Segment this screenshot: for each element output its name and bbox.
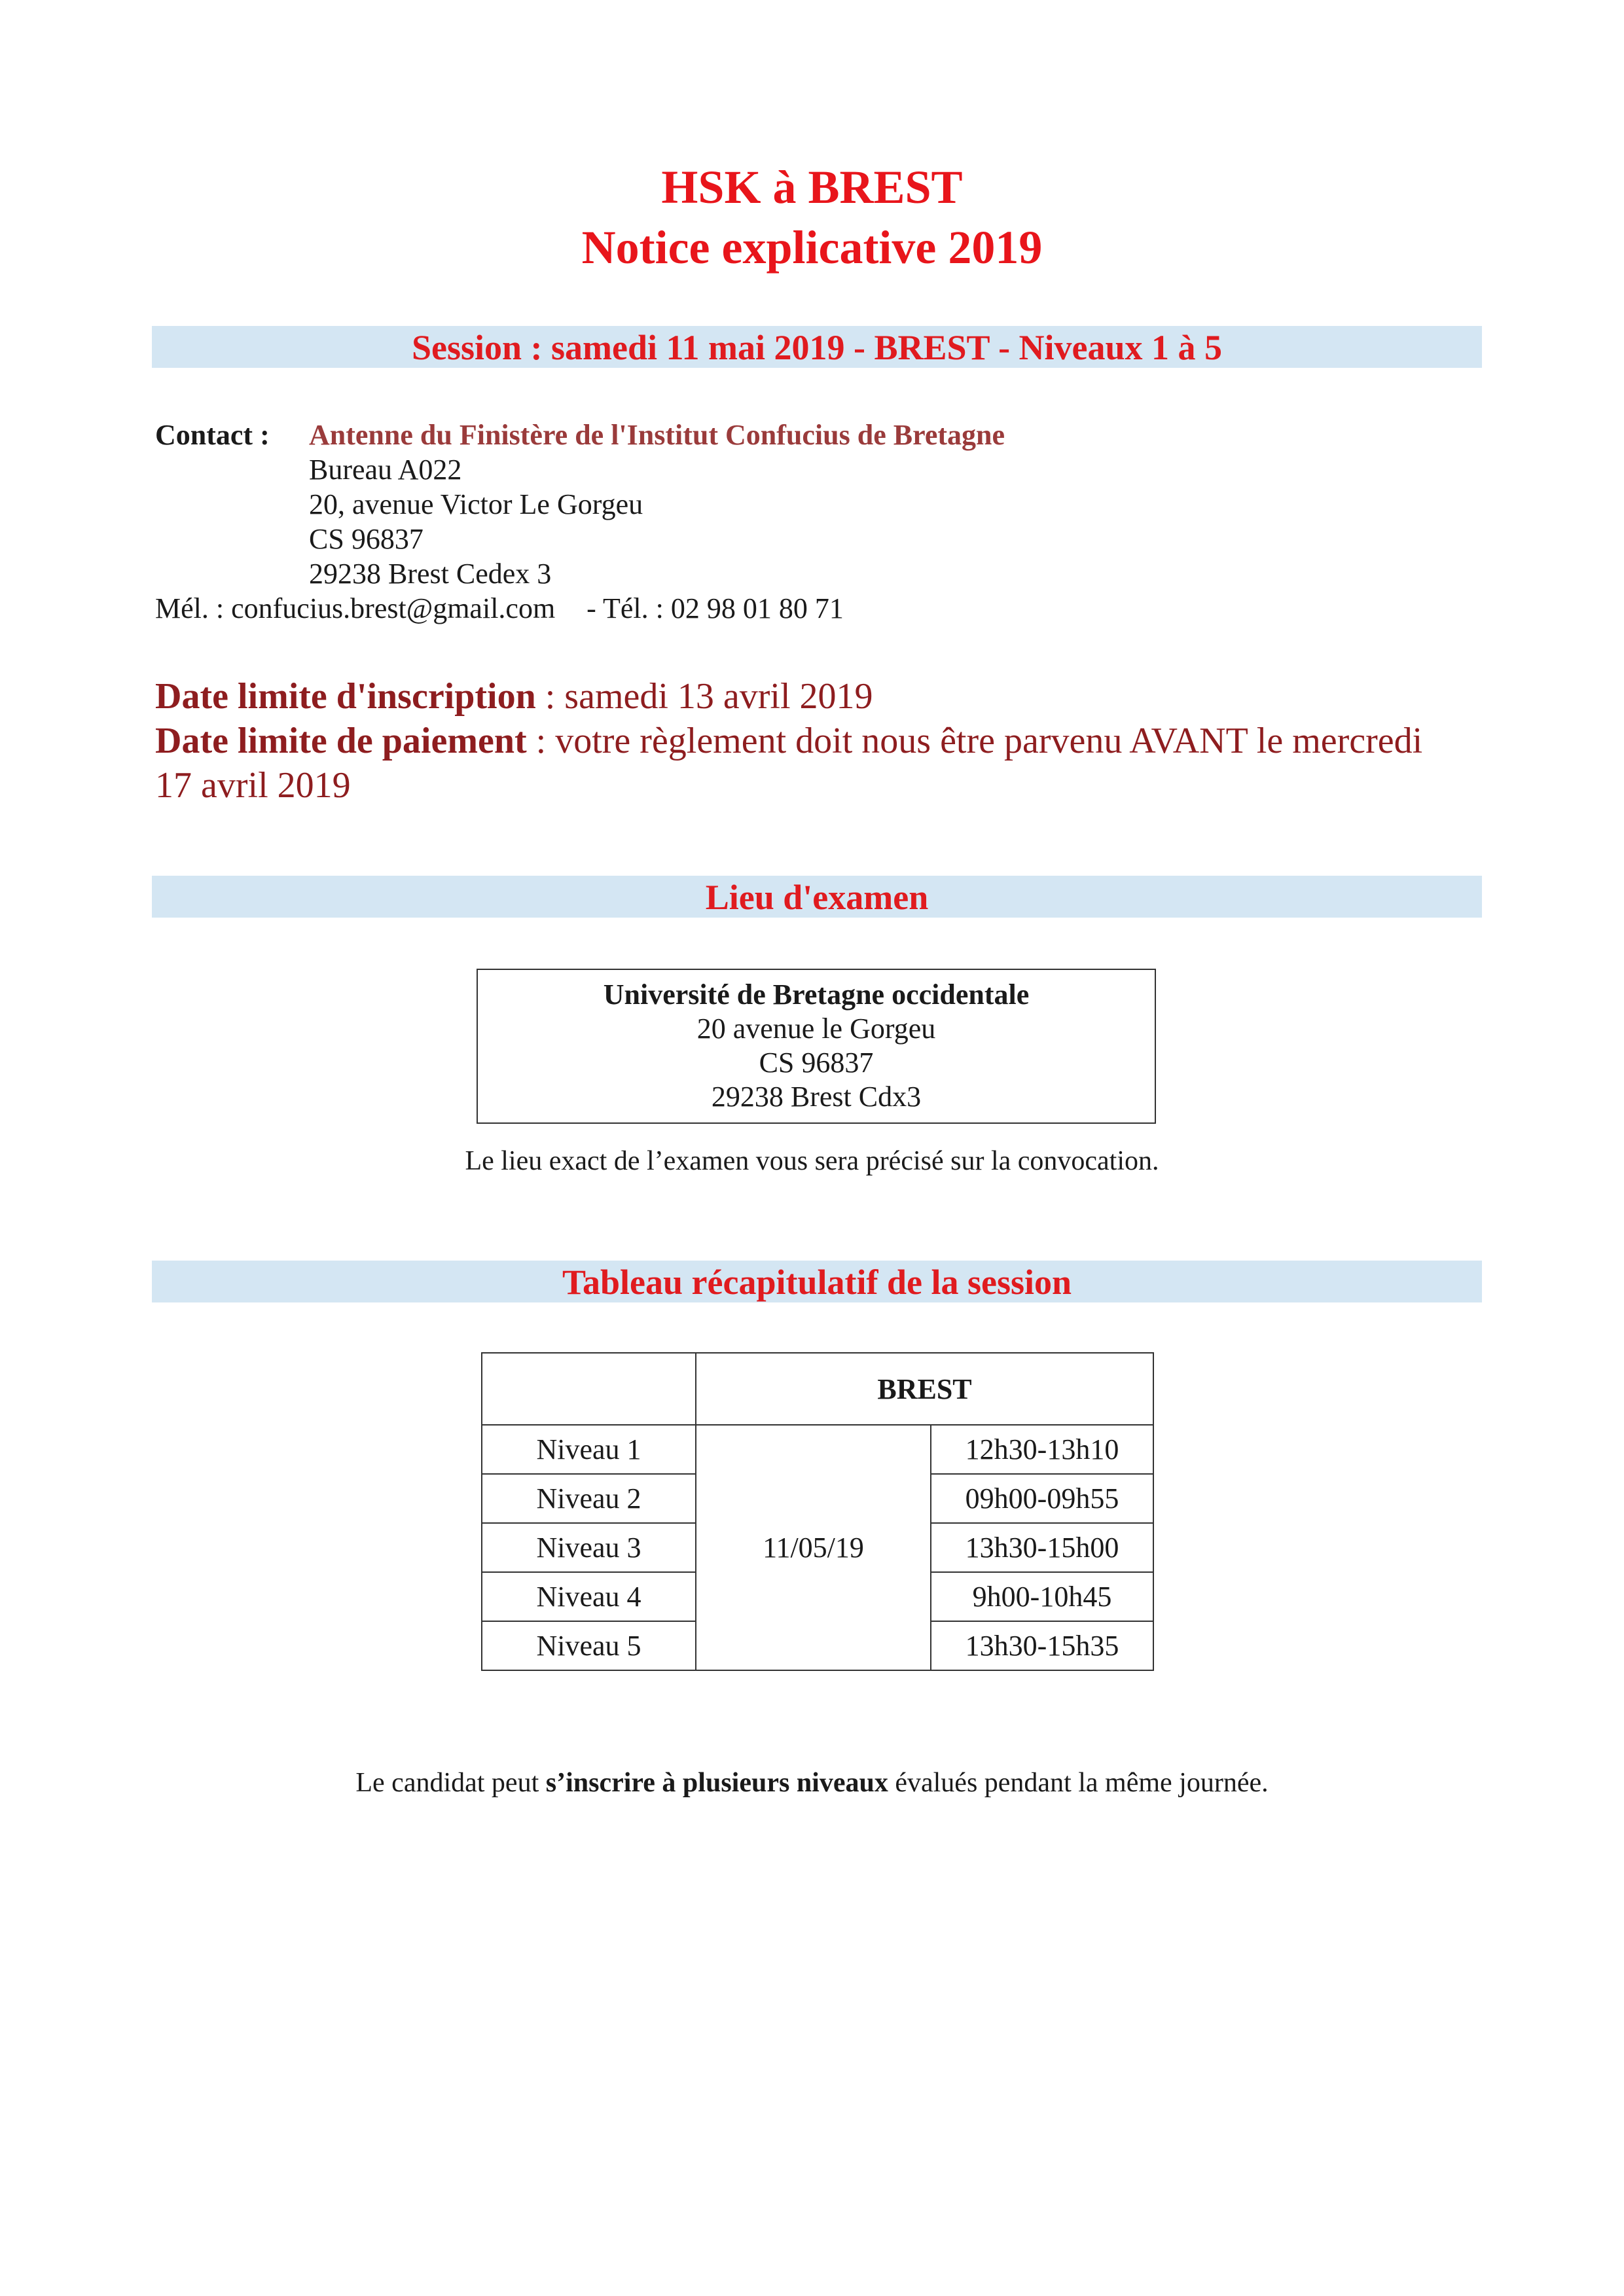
footer-note-bold: s’inscrire à plusieurs niveaux <box>545 1768 888 1798</box>
time-cell: 13h30-15h00 <box>931 1523 1153 1572</box>
document-title <box>0 157 1624 278</box>
contact-block <box>155 418 1005 626</box>
time-cell: 13h30-15h35 <box>931 1621 1153 1670</box>
exam-place-note: Le lieu exact de l’examen vous sera précisé sur la convocation. <box>465 1146 1159 1176</box>
address-line: Bureau A022 <box>309 454 462 486</box>
contact-label: Contact : <box>155 419 270 451</box>
contact-organization: Antenne du Finistère de l'Institut Confucius de Bretagne <box>309 419 1005 451</box>
exam-place-name: Université de Bretagne occidentale <box>603 978 1030 1011</box>
time-cell: 9h00-10h45 <box>931 1572 1153 1621</box>
summary-band: Tableau récapitulatif de la session <box>152 1261 1482 1302</box>
deadlines-block <box>155 674 1464 808</box>
address-line: 29238 Brest Cedex 3 <box>309 558 552 590</box>
table-row <box>482 1425 1153 1474</box>
time-cell: 12h30-13h10 <box>931 1425 1153 1474</box>
exam-place-line: 20 avenue le Gorgeu <box>696 1013 936 1045</box>
table-header-brest: BREST <box>696 1353 1153 1425</box>
exam-place-band: Lieu d'examen <box>152 876 1482 918</box>
payment-deadline-label: Date limite de paiement <box>155 721 527 761</box>
exam-place-line: CS 96837 <box>759 1047 874 1079</box>
exam-place-box <box>477 969 1156 1124</box>
address-line: CS 96837 <box>309 523 424 555</box>
payment-deadline-value: : votre règlement doit nous être parvenu AVANT le mercredi 17 avril 2019 <box>155 721 1423 806</box>
registration-deadline-label: Date limite d'inscription <box>155 676 536 717</box>
level-cell: Niveau 5 <box>482 1621 696 1670</box>
title-line-1: HSK à BREST <box>661 161 963 213</box>
title-line-2: Notice explicative 2019 <box>581 221 1043 274</box>
exam-place-line: 29238 Brest Cdx3 <box>711 1081 922 1113</box>
footer-note <box>0 1766 1624 1800</box>
time-cell: 09h00-09h55 <box>931 1474 1153 1523</box>
date-cell: 11/05/19 <box>696 1425 931 1670</box>
contact-phone: - Tél. : 02 98 01 80 71 <box>586 592 844 624</box>
level-cell: Niveau 2 <box>482 1474 696 1523</box>
session-band: Session : samedi 11 mai 2019 - BREST - Niveaux 1 à 5 <box>152 326 1482 368</box>
level-cell: Niveau 4 <box>482 1572 696 1621</box>
registration-deadline-value: : samedi 13 avril 2019 <box>535 676 873 717</box>
summary-table <box>481 1352 1154 1671</box>
contact-email: Mél. : confucius.brest@gmail.com <box>155 592 556 624</box>
address-line: 20, avenue Victor Le Gorgeu <box>309 488 643 520</box>
level-cell: Niveau 3 <box>482 1523 696 1572</box>
level-cell: Niveau 1 <box>482 1425 696 1474</box>
footer-note-end: évalués pendant la même journée. <box>888 1768 1269 1798</box>
footer-note-start: Le candidat peut <box>355 1768 546 1798</box>
table-corner-cell <box>482 1353 696 1425</box>
